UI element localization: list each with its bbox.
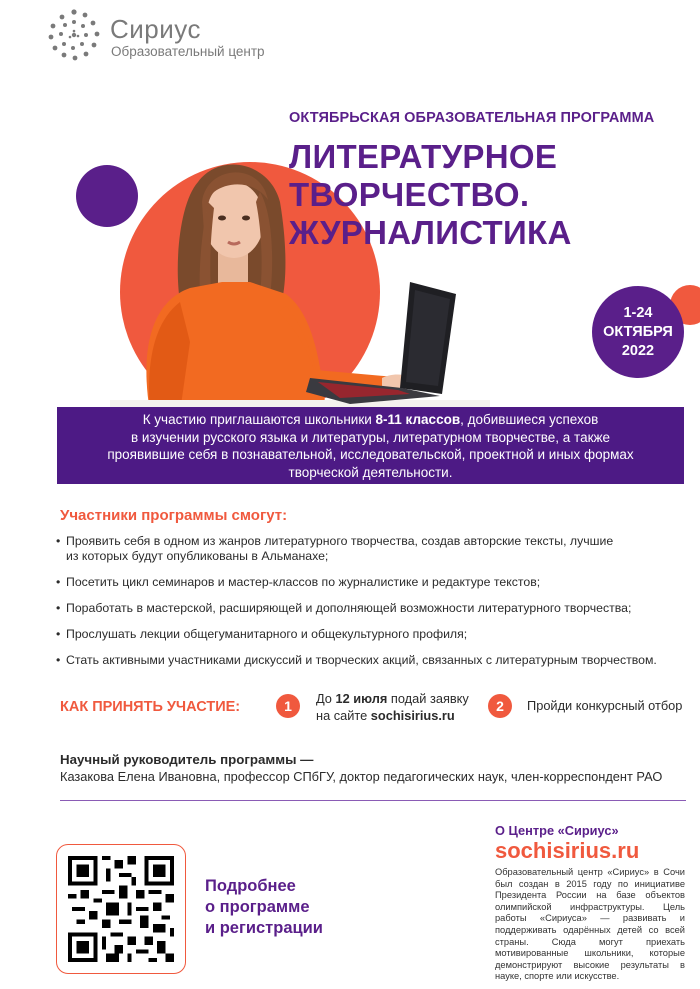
intro-line3: проявившие себя в познавательной, исследовательской, проектной и иных формах bbox=[107, 447, 634, 463]
benefit-item bbox=[56, 534, 691, 564]
program-title-line1: ЛИТЕРАТУРНОЕ bbox=[289, 138, 558, 175]
step-1-site-link[interactable]: sochisirius.ru bbox=[370, 708, 455, 723]
benefit-text: Прослушать лекции общегуманитарного и общекультурного профиля; bbox=[66, 627, 468, 641]
logo-subtitle: Образовательный центр bbox=[111, 44, 265, 59]
more-info-link[interactable] bbox=[205, 876, 323, 939]
intro-line4: творческой деятельности. bbox=[288, 464, 453, 480]
how-to-participate-label: КАК ПРИНЯТЬ УЧАСТИЕ: bbox=[60, 699, 241, 715]
benefit-item bbox=[56, 627, 691, 642]
intro-text: , добившиеся успехов bbox=[460, 412, 599, 427]
benefit-text: из которых будут опубликованы в Альманахе; bbox=[66, 549, 329, 563]
more-info-line3: и регистрации bbox=[205, 919, 323, 937]
program-type: ОКТЯБРЬСКАЯ ОБРАЗОВАТЕЛЬНАЯ ПРОГРАММА bbox=[289, 110, 655, 126]
step-1-text-c: на сайте bbox=[316, 708, 371, 723]
date-range: 1-24 bbox=[623, 304, 653, 321]
qr-code-icon[interactable] bbox=[68, 856, 174, 962]
step-2-text: Пройди конкурсный отбор bbox=[527, 698, 683, 713]
decor-purple-circle bbox=[76, 165, 138, 227]
intro-line1 bbox=[57, 411, 684, 429]
intro-line2: в изучении русского языка и литературы, литературном творчестве, а также bbox=[130, 429, 611, 445]
step-2-badge: 2 bbox=[488, 694, 512, 718]
intro-grades: 8-11 классов bbox=[375, 412, 461, 427]
intro-band bbox=[57, 407, 684, 484]
date-year: 2022 bbox=[621, 342, 655, 359]
date-badge bbox=[592, 286, 684, 378]
step-1-text-b: подай заявку bbox=[387, 691, 469, 706]
benefit-text: Поработать в мастерской, расширяющей и дополняющей возможности литературного творчества; bbox=[66, 601, 632, 615]
supervisor-name: Казакова Елена Ивановна, профессор СПбГУ, доктор педагогических наук, член-корреспондент РАО bbox=[60, 769, 663, 784]
program-title bbox=[289, 138, 572, 252]
about-text: Образовательный центр «Сириус» в Сочи был создан в 2015 году по инициативе Президента России на базе объектов олимпийской инфраструктуры. Цель работы «Сириуса» — развивать и поддерживать одарённых детей со всей страны. Сюда могут приехать мотивированные школьники, которые демонстрируют высокие результаты в науке, спорте или искусстве. bbox=[495, 867, 685, 982]
benefits-title: Участники программы смогут: bbox=[60, 507, 288, 524]
benefit-text: Проявить себя в одном из жанров литературного творчества, создав авторские тексты, лучшие bbox=[66, 534, 614, 548]
divider bbox=[60, 800, 686, 801]
benefits-list bbox=[56, 534, 691, 679]
step-1-text bbox=[316, 690, 469, 724]
more-info-line2: о программе bbox=[205, 898, 310, 916]
program-title-line2: ТВОРЧЕСТВО. bbox=[289, 176, 530, 213]
about-title: О Центре «Сириус» bbox=[495, 823, 619, 838]
benefit-text: Посетить цикл семинаров и мастер-классов по журналистике и редактуре текстов; bbox=[66, 575, 541, 589]
benefit-item bbox=[56, 601, 691, 616]
more-info-line1: Подробнее bbox=[205, 877, 296, 895]
benefit-item bbox=[56, 575, 691, 590]
site-link[interactable]: sochisirius.ru bbox=[495, 838, 640, 863]
intro-text: К участию приглашаются школьники bbox=[142, 412, 376, 427]
benefit-text: Стать активными участниками дискуссий и творческих акций, связанных с литературным творчеством. bbox=[66, 653, 657, 667]
sirius-logo-icon bbox=[46, 8, 102, 64]
benefit-item bbox=[56, 653, 691, 668]
step-1-badge: 1 bbox=[276, 694, 300, 718]
date-month: ОКТЯБРЯ bbox=[603, 323, 673, 340]
step-1-text-a: До bbox=[316, 691, 336, 706]
logo-name: Сириус bbox=[110, 14, 201, 44]
step-1-deadline: 12 июля bbox=[335, 691, 388, 706]
supervisor-title: Научный руководитель программы — bbox=[60, 752, 314, 767]
program-title-line3: ЖУРНАЛИСТИКА bbox=[289, 214, 572, 251]
